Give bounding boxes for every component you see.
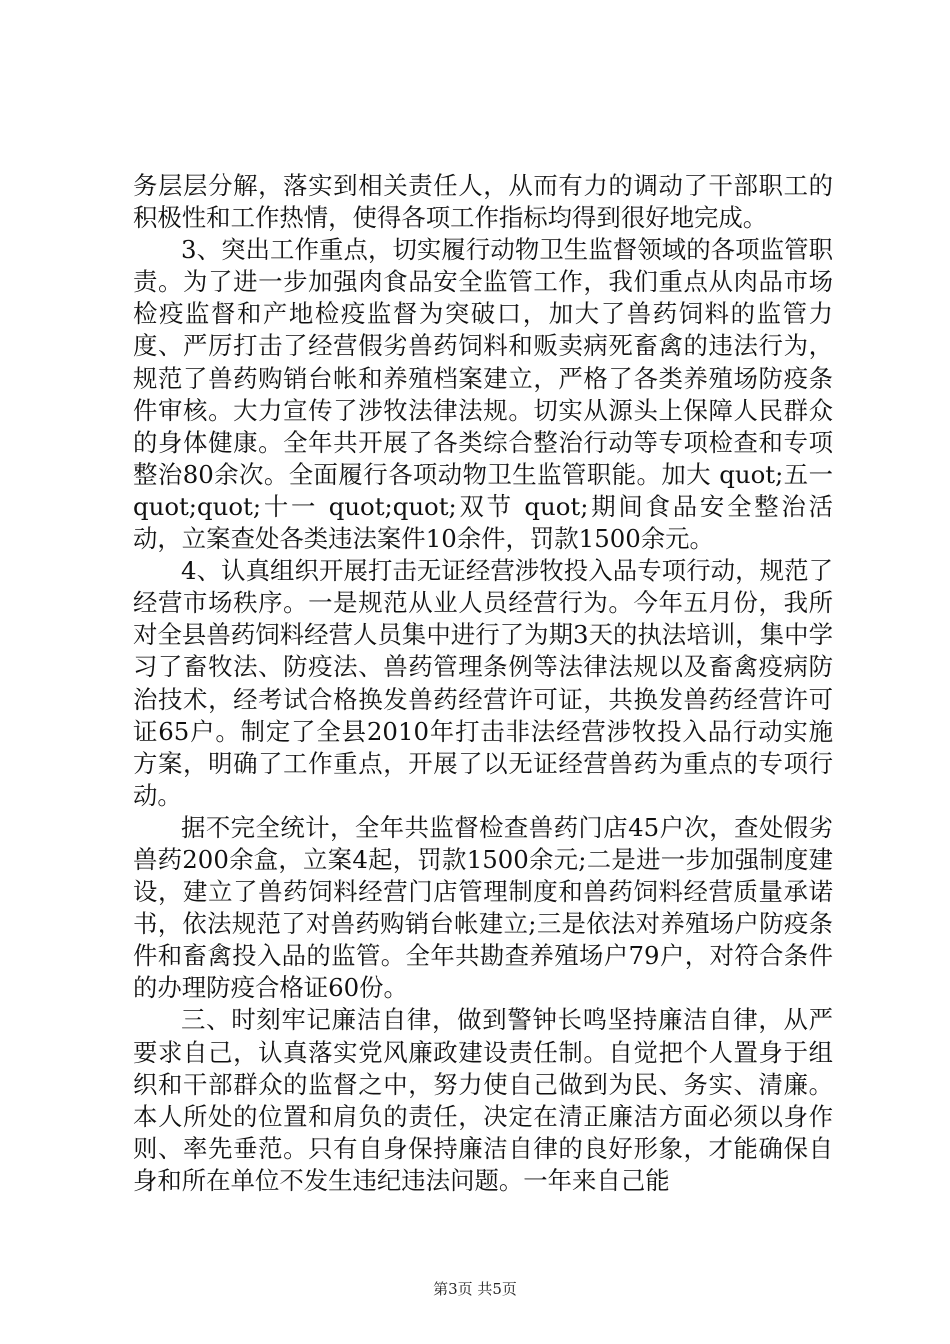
paragraph-integrity: 三、时刻牢记廉洁自律，做到警钟长鸣坚持廉洁自律，从严要求自己，认真落实党风廉政建设责任制。自觉把个人置身于组织和干部群众的监督之中，努力使自己做到为民、务实、清廉。本人所处的位置和肩负的责任，决定在清正廉洁方面必须以身作则、率先垂范。只有自身保持廉洁自律的良好形象，才能确保自身和所在单位不发生违纪违法问题。一年来自己能 [133,1005,833,1195]
paragraph-special-action: 4、认真组织开展打击无证经营涉牧投入品专项行动，规范了经营市场秩序。一是规范从业人员经营行为。今年五月份，我所对全县兽药饲料经营人员集中进行了为期3天的执法培训，集中学习了畜牧法、防疫法、兽药管理条例等法律法规以及畜禽疫病防治技术，经考试合格换发兽药经营许可证，共换发兽药经营许可证65户。制定了全县2010年打击非法经营涉牧投入品行动实施方案，明确了工作重点，开展了以无证经营兽药为重点的专项行动。 [133,556,833,810]
document-body [133,170,833,1197]
paragraph-statistics: 据不完全统计，全年共监督检查兽药门店45户次，查处假劣兽药200余盒，立案4起，罚款1500余元;二是进一步加强制度建设，建立了兽药饲料经营门店管理制度和兽药饲料经营质量承诺书，依法规范了对兽药购销台帐建立;三是依法对养殖场户防疫条件和畜禽投入品的监管。全年共勘查养殖场户79户，对符合条件的办理防疫合格证60份。 [133,812,833,1003]
paragraph-work-focus: 3、突出工作重点，切实履行动物卫生监督领域的各项监管职责。为了进一步加强肉食品安全监管工作，我们重点从肉品市场检疫监督和产地检疫监督为突破口，加大了兽药饲料的监管力度、严厉打击了经营假劣兽药饲料和贩卖病死畜禽的违法行为，规范了兽药购销台帐和养殖档案建立，严格了各类养殖场防疫条件审核。大力宣传了涉牧法律法规。切实从源头上保障人民群众的身体健康。全年共开展了各类综合整治行动等专项检查和专项整治80余次。全面履行各项动物卫生监管职能。加大 quot;五一 quot;quot;十一 quot;quot;双节 quot;期间食品安全整治活动，立案查处各类违法案件10余件，罚款1500余元。 [133,235,833,554]
paragraph-continuation: 务层层分解，落实到相关责任人，从而有力的调动了干部职工的积极性和工作热情，使得各项工作指标均得到很好地完成。 [133,171,833,233]
page-number-footer: 第3页 共5页 [433,1280,517,1298]
